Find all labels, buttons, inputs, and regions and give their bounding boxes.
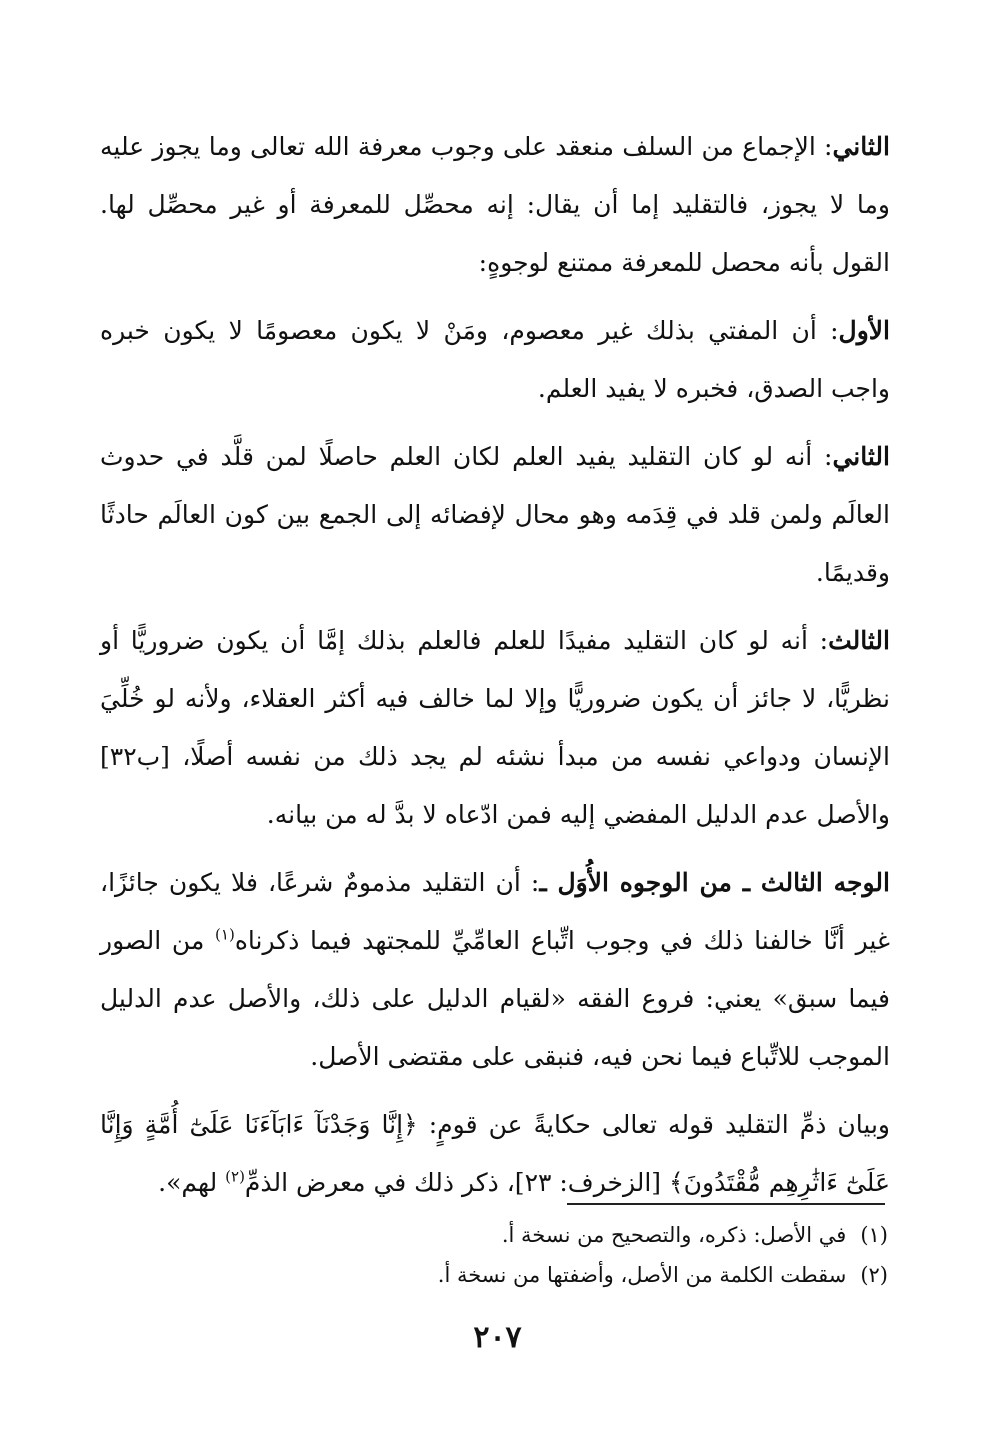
paragraph-lead: الثالث xyxy=(828,626,890,655)
page-body xyxy=(100,118,890,1222)
paragraph-quran-evidence xyxy=(100,1096,890,1212)
paragraph-text: : الإجماع من السلف منعقد على وجوب معرفة الله تعالى وما يجوز عليه وما لا يجوز، فالتقليد إما أن يقال: إنه محصِّل للمعرفة أو غير محصِّل لها. القول بأنه محصل للمعرفة ممتنع لوجوهٍ: xyxy=(100,132,890,277)
footnote-number: (١) xyxy=(860,1223,888,1247)
paragraph-text: : أن المفتي بذلك غير معصوم، ومَنْ لا يكون معصومًا لا يكون خبره واجب الصدق، فخبره لا يفيد العلم. xyxy=(100,316,890,403)
paragraph-lead: الثاني xyxy=(832,132,890,161)
footnote-text: في الأصل: ذكره، والتصحيح من نسخة أ. xyxy=(501,1223,847,1247)
footnotes xyxy=(400,1215,888,1295)
paragraph-second-ijma xyxy=(100,118,890,292)
footnote-item xyxy=(400,1255,888,1295)
paragraph-second-reason xyxy=(100,428,890,602)
footnote-item xyxy=(400,1215,888,1255)
paragraph-text: : أن التقليد مذمومٌ شرعًا، فلا يكون جائزًا، غير أنَّا خالفنا ذلك في وجوب اتِّباع العامِّيِّ للمجتهد فيما ذكرناه xyxy=(100,868,890,955)
paragraph-lead: الأول xyxy=(838,316,890,345)
footnote-reference: (١) xyxy=(215,925,235,944)
paragraph-third-reason xyxy=(100,612,890,844)
footnote-reference: (٢) xyxy=(225,1167,245,1186)
paragraph-text: : أنه لو كان التقليد يفيد العلم لكان العلم حاصلًا لمن قلَّد في حدوث العالَم ولمن قلد في قِدَمه وهو محال لإفضائه إلى الجمع بين كون العالَم حادثًا وقديمًا. xyxy=(100,442,890,587)
paragraph-text-end: لهم». xyxy=(158,1168,226,1197)
paragraph-lead: الوجه الثالث ـ من الوجوه الأُوَل ـ xyxy=(539,868,890,897)
paragraph-text-continued: من الصور فيما سبق» يعني: فروع الفقه «لقيام الدليل على ذلك، والأصل عدم الدليل الموجب للاتِّباع فيما نحن فيه، فنبقى على مقتضى الأصل. xyxy=(100,926,890,1071)
quran-verse: ﴿إِنَّا وَجَدْنَآ ءَابَآءَنَا عَلَىٰٓ أُمَّةٍ وَإِنَّا عَلَىٰٓ ءَاثَٰرِهِم مُّقْتَدُونَ﴾ xyxy=(100,1110,890,1197)
paragraph-lead: الثاني xyxy=(832,442,890,471)
footnote-number: (٢) xyxy=(860,1263,888,1287)
footnote-divider xyxy=(567,1203,885,1205)
footnote-text: سقطت الكلمة من الأصل، وأضفتها من نسخة أ. xyxy=(437,1263,847,1287)
paragraph-first-reason xyxy=(100,302,890,418)
paragraph-third-aspect xyxy=(100,854,890,1086)
paragraph-text: وبيان ذمِّ التقليد قوله تعالى حكايةً عن قومٍ: xyxy=(417,1110,890,1139)
verse-citation: [الزخرف: ٢٣]، ذكر ذلك في معرض الذمِّ xyxy=(244,1168,670,1197)
page-number: ٢٠٧ xyxy=(473,1320,522,1355)
paragraph-text: : أنه لو كان التقليد مفيدًا للعلم فالعلم بذلك إمَّا أن يكون ضروريًّا أو نظريًّا، لا جائز أن يكون ضروريًّا وإلا لما خالف فيه أكثر العقلاء، ولأنه لو خُلِّيَ الإنسان ودواعي نفسه من مبدأ نشئه لم يجد ذلك من نفسه أصلًا، [ب٣٢] والأصل عدم الدليل المفضي إليه فمن ادّعاه لا بدَّ له من بيانه. xyxy=(100,626,890,829)
